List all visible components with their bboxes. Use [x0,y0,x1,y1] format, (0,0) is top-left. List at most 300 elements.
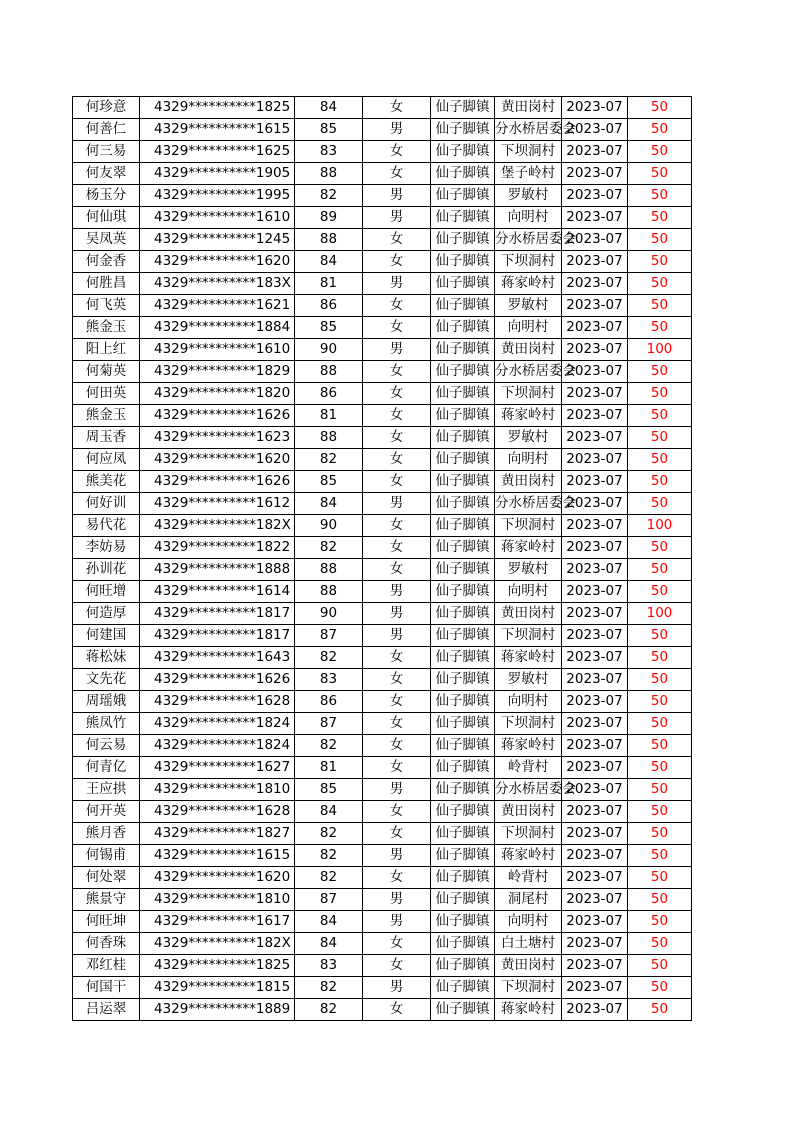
age-cell: 82 [295,977,363,999]
village-cell: 分水桥居委会 [495,229,562,251]
amount-cell: 50 [628,251,692,273]
town-cell: 仙子脚镇 [431,119,495,141]
name-cell: 王应拱 [73,779,140,801]
village-cell: 下坝洞村 [495,823,562,845]
table-row [73,273,692,295]
age-cell: 82 [295,867,363,889]
village-cell: 向明村 [495,911,562,933]
amount-cell: 50 [628,911,692,933]
id-number-cell: 4329**********1810 [140,779,295,801]
id-number-cell: 4329**********183X [140,273,295,295]
id-number-cell: 4329**********1612 [140,493,295,515]
table-row [73,889,692,911]
name-cell: 何锡甫 [73,845,140,867]
name-cell: 熊美花 [73,471,140,493]
amount-cell: 50 [628,779,692,801]
id-number-cell: 4329**********1829 [140,361,295,383]
date-cell: 2023-07 [562,119,628,141]
date-cell: 2023-07 [562,361,628,383]
village-cell: 向明村 [495,581,562,603]
name-cell: 何飞英 [73,295,140,317]
town-cell: 仙子脚镇 [431,229,495,251]
id-number-cell: 4329**********1626 [140,471,295,493]
town-cell: 仙子脚镇 [431,757,495,779]
id-number-cell: 4329**********1817 [140,625,295,647]
date-cell: 2023-07 [562,603,628,625]
id-number-cell: 4329**********1620 [140,251,295,273]
age-cell: 84 [295,933,363,955]
id-number-cell: 4329**********1643 [140,647,295,669]
village-cell: 蒋家岭村 [495,405,562,427]
name-cell: 蒋松妹 [73,647,140,669]
age-cell: 87 [295,625,363,647]
name-cell: 熊月香 [73,823,140,845]
name-cell: 李妨易 [73,537,140,559]
date-cell: 2023-07 [562,251,628,273]
id-number-cell: 4329**********1825 [140,955,295,977]
name-cell: 熊金玉 [73,405,140,427]
village-cell: 黄田岗村 [495,603,562,625]
table-row [73,823,692,845]
gender-cell: 男 [363,889,431,911]
gender-cell: 女 [363,427,431,449]
name-cell: 何友翠 [73,163,140,185]
village-cell: 向明村 [495,691,562,713]
village-cell: 向明村 [495,207,562,229]
date-cell: 2023-07 [562,339,628,361]
id-number-cell: 4329**********1905 [140,163,295,185]
gender-cell: 女 [363,713,431,735]
town-cell: 仙子脚镇 [431,559,495,581]
gender-cell: 女 [363,757,431,779]
village-cell: 罗敏村 [495,669,562,691]
table-row [73,669,692,691]
gender-cell: 女 [363,867,431,889]
age-cell: 85 [295,317,363,339]
gender-cell: 女 [363,97,431,119]
id-number-cell: 4329**********1617 [140,911,295,933]
town-cell: 仙子脚镇 [431,779,495,801]
village-cell: 白土塘村 [495,933,562,955]
town-cell: 仙子脚镇 [431,999,495,1021]
table-row [73,779,692,801]
name-cell: 杨玉分 [73,185,140,207]
town-cell: 仙子脚镇 [431,207,495,229]
gender-cell: 女 [363,933,431,955]
id-number-cell: 4329**********182X [140,933,295,955]
table-body [73,97,692,1021]
village-cell: 分水桥居委会 [495,119,562,141]
age-cell: 82 [295,735,363,757]
id-number-cell: 4329**********1245 [140,229,295,251]
town-cell: 仙子脚镇 [431,317,495,339]
date-cell: 2023-07 [562,405,628,427]
table-row [73,757,692,779]
amount-cell: 50 [628,471,692,493]
town-cell: 仙子脚镇 [431,845,495,867]
gender-cell: 女 [363,471,431,493]
name-cell: 孙训花 [73,559,140,581]
gender-cell: 男 [363,779,431,801]
table-row [73,295,692,317]
village-cell: 下坝洞村 [495,251,562,273]
village-cell: 堡子岭村 [495,163,562,185]
town-cell: 仙子脚镇 [431,185,495,207]
amount-cell: 100 [628,515,692,537]
village-cell: 黄田岗村 [495,955,562,977]
date-cell: 2023-07 [562,537,628,559]
date-cell: 2023-07 [562,449,628,471]
amount-cell: 100 [628,339,692,361]
village-cell: 下坝洞村 [495,625,562,647]
amount-cell: 50 [628,119,692,141]
name-cell: 何金香 [73,251,140,273]
age-cell: 84 [295,801,363,823]
table-row [73,845,692,867]
town-cell: 仙子脚镇 [431,537,495,559]
gender-cell: 女 [363,647,431,669]
town-cell: 仙子脚镇 [431,427,495,449]
table-row [73,493,692,515]
table-row [73,97,692,119]
table-row [73,361,692,383]
age-cell: 86 [295,383,363,405]
town-cell: 仙子脚镇 [431,471,495,493]
name-cell: 阳上红 [73,339,140,361]
town-cell: 仙子脚镇 [431,405,495,427]
village-cell: 黄田岗村 [495,801,562,823]
town-cell: 仙子脚镇 [431,823,495,845]
date-cell: 2023-07 [562,845,628,867]
gender-cell: 女 [363,537,431,559]
age-cell: 84 [295,251,363,273]
gender-cell: 女 [363,559,431,581]
date-cell: 2023-07 [562,295,628,317]
gender-cell: 女 [363,669,431,691]
amount-cell: 50 [628,361,692,383]
id-number-cell: 4329**********1822 [140,537,295,559]
id-number-cell: 4329**********1615 [140,845,295,867]
id-number-cell: 4329**********1626 [140,405,295,427]
age-cell: 90 [295,339,363,361]
village-cell: 罗敏村 [495,295,562,317]
date-cell: 2023-07 [562,977,628,999]
date-cell: 2023-07 [562,801,628,823]
village-cell: 岭背村 [495,867,562,889]
gender-cell: 男 [363,273,431,295]
id-number-cell: 4329**********1824 [140,713,295,735]
table-row [73,471,692,493]
date-cell: 2023-07 [562,647,628,669]
town-cell: 仙子脚镇 [431,713,495,735]
name-cell: 何青亿 [73,757,140,779]
table-row [73,647,692,669]
amount-cell: 50 [628,691,692,713]
age-cell: 83 [295,141,363,163]
amount-cell: 50 [628,669,692,691]
table-row [73,999,692,1021]
id-number-cell: 4329**********1610 [140,339,295,361]
gender-cell: 女 [363,691,431,713]
town-cell: 仙子脚镇 [431,867,495,889]
gender-cell: 男 [363,339,431,361]
date-cell: 2023-07 [562,317,628,339]
name-cell: 何胜昌 [73,273,140,295]
age-cell: 87 [295,713,363,735]
gender-cell: 女 [363,163,431,185]
village-cell: 罗敏村 [495,185,562,207]
age-cell: 88 [295,581,363,603]
town-cell: 仙子脚镇 [431,141,495,163]
date-cell: 2023-07 [562,581,628,603]
table-row [73,603,692,625]
table-row [73,735,692,757]
id-number-cell: 4329**********1815 [140,977,295,999]
town-cell: 仙子脚镇 [431,383,495,405]
age-cell: 88 [295,163,363,185]
village-cell: 蒋家岭村 [495,999,562,1021]
table-row [73,933,692,955]
id-number-cell: 4329**********1884 [140,317,295,339]
gender-cell: 男 [363,977,431,999]
name-cell: 吴凤英 [73,229,140,251]
amount-cell: 100 [628,603,692,625]
gender-cell: 女 [363,317,431,339]
gender-cell: 男 [363,207,431,229]
table-row [73,537,692,559]
table-row [73,405,692,427]
amount-cell: 50 [628,757,692,779]
date-cell: 2023-07 [562,911,628,933]
table-row [73,163,692,185]
name-cell: 何旺增 [73,581,140,603]
village-cell: 蒋家岭村 [495,845,562,867]
town-cell: 仙子脚镇 [431,515,495,537]
amount-cell: 50 [628,449,692,471]
name-cell: 何开英 [73,801,140,823]
town-cell: 仙子脚镇 [431,669,495,691]
town-cell: 仙子脚镇 [431,933,495,955]
age-cell: 87 [295,889,363,911]
gender-cell: 男 [363,911,431,933]
table-row [73,449,692,471]
table-row [73,515,692,537]
name-cell: 何处翠 [73,867,140,889]
amount-cell: 50 [628,999,692,1021]
amount-cell: 50 [628,97,692,119]
age-cell: 83 [295,669,363,691]
date-cell: 2023-07 [562,471,628,493]
id-number-cell: 4329**********1625 [140,141,295,163]
name-cell: 何香珠 [73,933,140,955]
name-cell: 周玉香 [73,427,140,449]
date-cell: 2023-07 [562,713,628,735]
table-row [73,383,692,405]
gender-cell: 女 [363,955,431,977]
gender-cell: 男 [363,119,431,141]
village-cell: 罗敏村 [495,559,562,581]
age-cell: 88 [295,361,363,383]
name-cell: 何菊英 [73,361,140,383]
subsidy-table [72,96,692,1021]
gender-cell: 男 [363,625,431,647]
table-row [73,229,692,251]
id-number-cell: 4329**********1614 [140,581,295,603]
amount-cell: 50 [628,405,692,427]
gender-cell: 女 [363,449,431,471]
town-cell: 仙子脚镇 [431,801,495,823]
town-cell: 仙子脚镇 [431,273,495,295]
date-cell: 2023-07 [562,955,628,977]
town-cell: 仙子脚镇 [431,295,495,317]
age-cell: 81 [295,757,363,779]
age-cell: 90 [295,515,363,537]
table-row [73,911,692,933]
id-number-cell: 4329**********1827 [140,823,295,845]
gender-cell: 女 [363,229,431,251]
town-cell: 仙子脚镇 [431,955,495,977]
name-cell: 吕运翠 [73,999,140,1021]
name-cell: 周瑶娥 [73,691,140,713]
village-cell: 洞尾村 [495,889,562,911]
date-cell: 2023-07 [562,779,628,801]
date-cell: 2023-07 [562,625,628,647]
town-cell: 仙子脚镇 [431,163,495,185]
date-cell: 2023-07 [562,185,628,207]
age-cell: 82 [295,449,363,471]
town-cell: 仙子脚镇 [431,691,495,713]
town-cell: 仙子脚镇 [431,361,495,383]
village-cell: 分水桥居委会 [495,361,562,383]
gender-cell: 男 [363,493,431,515]
table-row [73,625,692,647]
id-number-cell: 4329**********1810 [140,889,295,911]
amount-cell: 50 [628,977,692,999]
amount-cell: 50 [628,823,692,845]
date-cell: 2023-07 [562,735,628,757]
village-cell: 向明村 [495,449,562,471]
id-number-cell: 4329**********1824 [140,735,295,757]
name-cell: 何好训 [73,493,140,515]
date-cell: 2023-07 [562,207,628,229]
id-number-cell: 4329**********1620 [140,449,295,471]
gender-cell: 女 [363,251,431,273]
date-cell: 2023-07 [562,427,628,449]
gender-cell: 男 [363,581,431,603]
town-cell: 仙子脚镇 [431,603,495,625]
id-number-cell: 4329**********1610 [140,207,295,229]
age-cell: 82 [295,185,363,207]
village-cell: 黄田岗村 [495,97,562,119]
town-cell: 仙子脚镇 [431,889,495,911]
town-cell: 仙子脚镇 [431,911,495,933]
amount-cell: 50 [628,735,692,757]
amount-cell: 50 [628,229,692,251]
age-cell: 82 [295,845,363,867]
gender-cell: 女 [363,735,431,757]
age-cell: 82 [295,823,363,845]
id-number-cell: 4329**********1995 [140,185,295,207]
age-cell: 90 [295,603,363,625]
village-cell: 下坝洞村 [495,383,562,405]
date-cell: 2023-07 [562,163,628,185]
id-number-cell: 4329**********1825 [140,97,295,119]
age-cell: 85 [295,779,363,801]
name-cell: 何善仁 [73,119,140,141]
date-cell: 2023-07 [562,669,628,691]
village-cell: 下坝洞村 [495,141,562,163]
age-cell: 85 [295,471,363,493]
amount-cell: 50 [628,383,692,405]
table-row [73,207,692,229]
gender-cell: 男 [363,185,431,207]
age-cell: 83 [295,955,363,977]
date-cell: 2023-07 [562,141,628,163]
name-cell: 何建国 [73,625,140,647]
name-cell: 何旺坤 [73,911,140,933]
village-cell: 蒋家岭村 [495,647,562,669]
town-cell: 仙子脚镇 [431,449,495,471]
gender-cell: 女 [363,141,431,163]
amount-cell: 50 [628,955,692,977]
gender-cell: 女 [363,999,431,1021]
age-cell: 81 [295,273,363,295]
id-number-cell: 4329**********1623 [140,427,295,449]
gender-cell: 女 [363,823,431,845]
table-row [73,691,692,713]
id-number-cell: 4329**********1628 [140,801,295,823]
name-cell: 何应凤 [73,449,140,471]
name-cell: 易代花 [73,515,140,537]
table-row [73,141,692,163]
village-cell: 下坝洞村 [495,713,562,735]
age-cell: 82 [295,647,363,669]
amount-cell: 50 [628,867,692,889]
village-cell: 蒋家岭村 [495,735,562,757]
name-cell: 何造厚 [73,603,140,625]
town-cell: 仙子脚镇 [431,647,495,669]
table-row [73,251,692,273]
date-cell: 2023-07 [562,691,628,713]
table-row [73,317,692,339]
village-cell: 蒋家岭村 [495,273,562,295]
id-number-cell: 4329**********1817 [140,603,295,625]
table-row [73,427,692,449]
date-cell: 2023-07 [562,867,628,889]
table-row [73,185,692,207]
town-cell: 仙子脚镇 [431,493,495,515]
date-cell: 2023-07 [562,273,628,295]
amount-cell: 50 [628,559,692,581]
table-row [73,955,692,977]
age-cell: 84 [295,911,363,933]
village-cell: 岭背村 [495,757,562,779]
table-row [73,559,692,581]
table-row [73,713,692,735]
date-cell: 2023-07 [562,229,628,251]
age-cell: 84 [295,97,363,119]
village-cell: 下坝洞村 [495,977,562,999]
name-cell: 熊凤竹 [73,713,140,735]
gender-cell: 女 [363,383,431,405]
village-cell: 黄田岗村 [495,339,562,361]
id-number-cell: 4329**********1820 [140,383,295,405]
age-cell: 89 [295,207,363,229]
id-number-cell: 4329**********1620 [140,867,295,889]
date-cell: 2023-07 [562,933,628,955]
table-row [73,119,692,141]
age-cell: 86 [295,295,363,317]
